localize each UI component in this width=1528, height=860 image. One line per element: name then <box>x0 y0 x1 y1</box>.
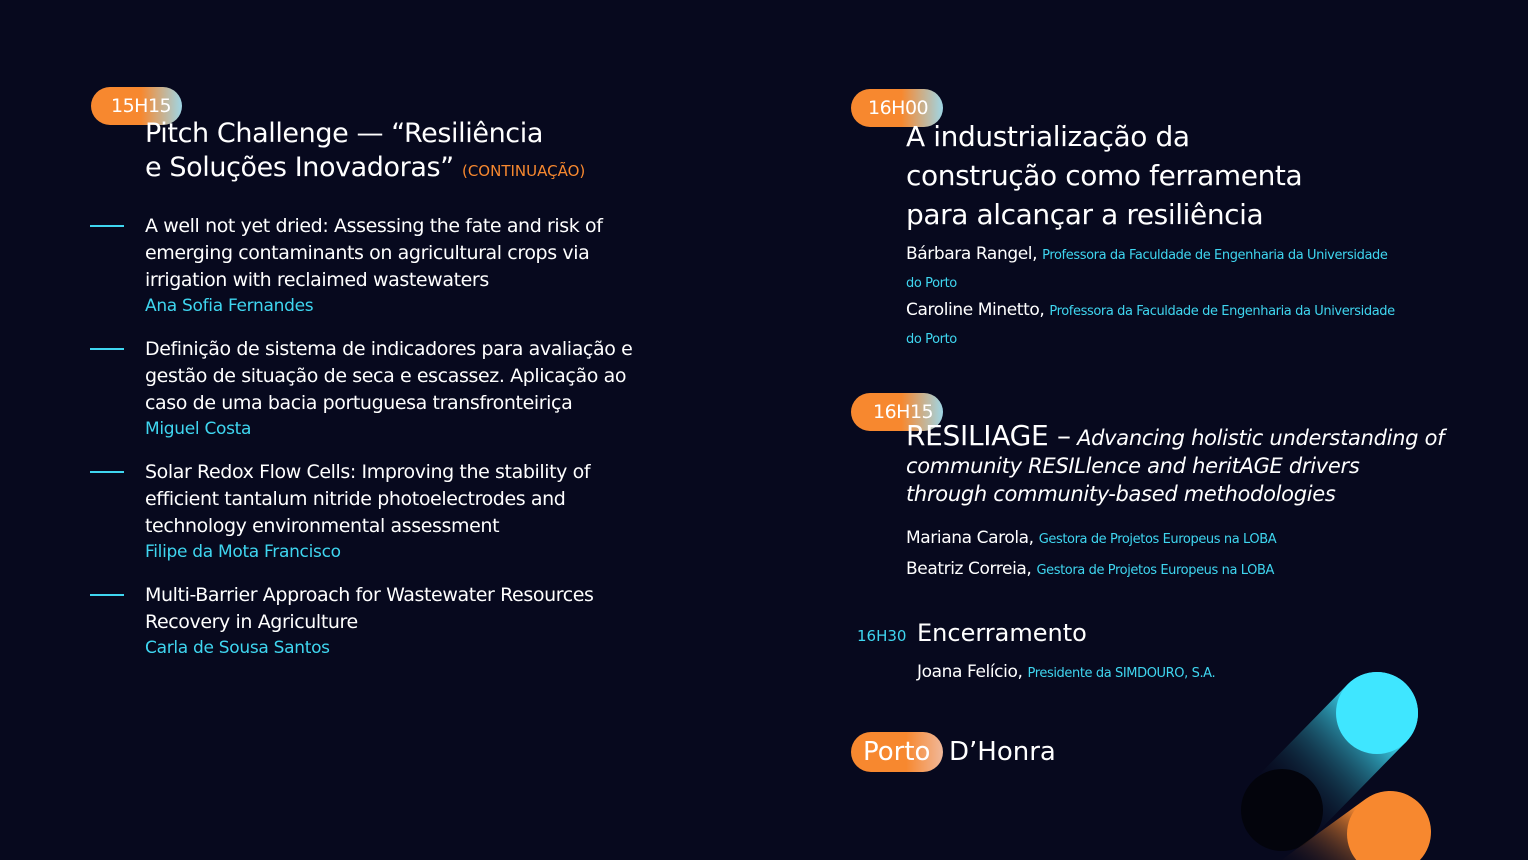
pitch-item-author: Carla de Sousa Santos <box>145 638 330 658</box>
pitch-item-author: Miguel Costa <box>145 419 252 439</box>
porto-logo-text: D’Honra <box>949 737 1056 767</box>
speaker-beatriz-correia <box>906 556 1426 584</box>
encerramento-title: Encerramento <box>917 619 1087 647</box>
resiliage-title-main: RESILIAGE – <box>906 419 1071 452</box>
industrializacao-title <box>906 117 1426 234</box>
pitch-challenge-title <box>145 117 705 188</box>
time-16h30: 16H30 <box>857 627 907 645</box>
pitch-item-2 <box>145 336 655 441</box>
dash-icon <box>90 225 124 227</box>
time-badge-15h15: 15H15 <box>91 87 182 125</box>
decorative-pill-graphic-icon <box>1230 660 1450 860</box>
pitch-item-author: Ana Sofia Fernandes <box>145 296 314 316</box>
time-badge-16h00: 16H00 <box>851 89 943 127</box>
speaker-mariana-carola <box>906 525 1426 553</box>
speaker-barbara-rangel <box>906 241 1406 297</box>
title-line-1: Pitch Challenge — “Resiliência <box>145 118 543 149</box>
pitch-item-text: Definição de sistema de indicadores para avaliação e gestão de situação de seca e escassez. Aplicação ao caso de uma bacia portuguesa transfronteiriça <box>145 338 633 414</box>
pitch-item-author: Filipe da Mota Francisco <box>145 542 341 562</box>
dash-icon <box>90 594 124 596</box>
pitch-item-text: Solar Redox Flow Cells: Improving the stability of efficient tantalum nitride photoelectrodes and technology environmental assessment <box>145 461 591 537</box>
speaker-role: Professora da Faculdade de Engenharia da Universidade do Porto <box>906 304 1395 347</box>
continuation-tag: (CONTINUAÇÃO) <box>461 162 586 180</box>
speaker-caroline-minetto <box>906 297 1406 353</box>
resiliage-title <box>906 419 1446 508</box>
speaker-role: Gestora de Projetos Europeus na LOBA <box>1038 532 1277 547</box>
pitch-item-3 <box>145 459 655 564</box>
speaker-name: Caroline Minetto, <box>906 300 1045 320</box>
speaker-name: Joana Felício, <box>917 662 1023 682</box>
pitch-item-text: A well not yet dried: Assessing the fate and risk of emerging contaminants on agricultural crops via irrigation with reclaimed wastewaters <box>145 215 603 291</box>
title-line-2-text: e Soluções Inovadoras” <box>145 152 454 183</box>
resiliage-title-italic: Advancing holistic understanding of community RESILlence and heritAGE drivers through community-based methodologies <box>906 426 1445 506</box>
speaker-role: Professora da Faculdade de Engenharia da Universidade do Porto <box>906 248 1388 291</box>
speaker-role: Gestora de Projetos Europeus na LOBA <box>1036 563 1274 578</box>
pitch-item-1 <box>145 213 655 318</box>
dash-icon <box>90 471 124 473</box>
time-badge-16h15: 16H15 <box>851 393 943 431</box>
speaker-role: Presidente da SIMDOURO, S.A. <box>1027 666 1216 681</box>
speaker-name: Mariana Carola, <box>906 528 1034 548</box>
session1-title-line-3: para alcançar a resiliência <box>906 198 1264 231</box>
title-line-2 <box>145 151 705 188</box>
session1-title-line-1: A industrialização da <box>906 120 1190 153</box>
dash-icon <box>90 348 124 350</box>
speaker-name: Beatriz Correia, <box>906 559 1032 579</box>
porto-logo-pill: Porto <box>851 732 943 772</box>
pitch-item-text: Multi-Barrier Approach for Wastewater Resources Recovery in Agriculture <box>145 584 594 633</box>
speaker-name: Bárbara Rangel, <box>906 244 1038 264</box>
session1-title-line-2: construção como ferramenta <box>906 159 1303 192</box>
pitch-item-4 <box>145 582 655 660</box>
